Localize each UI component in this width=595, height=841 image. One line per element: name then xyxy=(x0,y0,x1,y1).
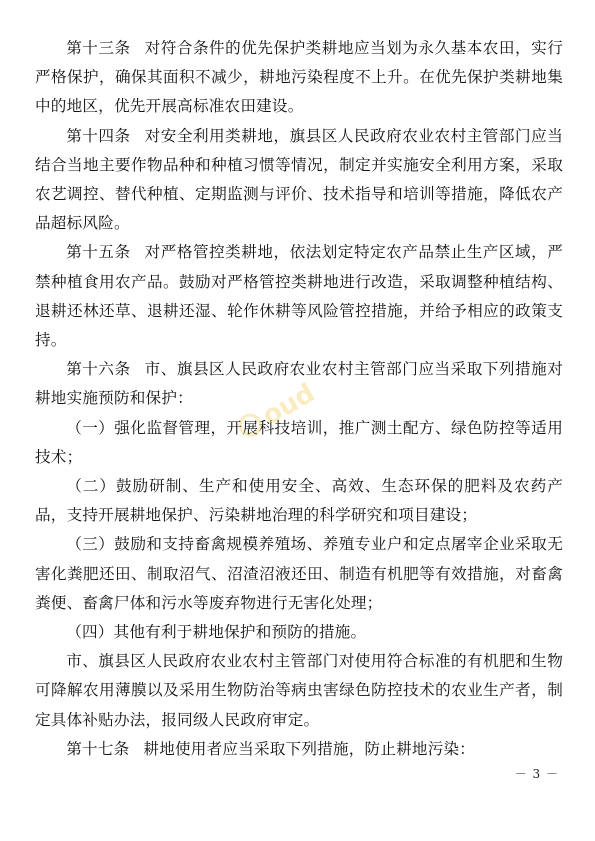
item-3-text: （三）鼓励和支持畜禽规模养殖场、养殖专业户和定点屠宰企业采取无害化粪肥还田、制取沼气、沼渣沼液还田、制造有机肥等有效措施，对畜禽粪便、畜禽尸体和污水等废弃物进行无害化处理； xyxy=(35,535,563,612)
page-number: － 3 － xyxy=(514,767,559,781)
item-4-text: （四）其他有利于耕地保护和预防的措施。 xyxy=(66,623,367,642)
subsidy-paragraph xyxy=(35,647,563,735)
article-14-paragraph xyxy=(35,122,563,239)
article-15-text: 对严格管控类耕地，依法划定特定农产品禁止生产区域，严禁种植食用农产品。鼓励对严格管控类耕地进行改造，采取调整种植结构、退耕还林还草、退耕还湿、轮作休耕等风险管控措施，并给予相应的政策支持。 xyxy=(35,243,563,350)
article-13-text: 对符合条件的优先保护类耕地应当划为永久基本农田，实行严格保护，确保其面积不减少，耕地污染程度不上升。在优先保护类耕地集中的地区，优先开展高标准农田建设。 xyxy=(35,39,563,116)
svg-text:oud: oud xyxy=(257,378,321,432)
article-17-paragraph xyxy=(35,735,563,764)
article-16-item-2 xyxy=(35,472,563,530)
article-17-number: 第十七条 xyxy=(66,739,130,758)
article-17-text: 耕地使用者应当采取下列措施，防止耕地污染： xyxy=(143,739,476,758)
article-13-number: 第十三条 xyxy=(66,39,131,57)
subsidy-text: 市、旗县区人民政府农业农村主管部门对使用符合标准的有机肥和生物可降解农用薄膜以及采用生物防治等病虫害绿色防控技术的农业生产者，制定具体补贴办法，报同级人民政府审定。 xyxy=(35,652,563,729)
article-16-item-3 xyxy=(35,530,563,618)
item-2-text: （二）鼓励研制、生产和使用安全、高效、生态环保的肥料及农药产品，支持开展耕地保护、污染耕地治理的科学研究和项目建设； xyxy=(35,477,563,525)
article-16-item-4 xyxy=(35,618,563,647)
article-14-text: 对安全利用类耕地，旗县区人民政府农业农村主管部门应当结合当地主要作物品种和种植习惯等情况，制定并实施安全利用方案，采取农艺调控、替代种植、定期监测与评价、技术指导和培训等措施，降低农产品超标风险。 xyxy=(35,126,563,233)
article-16-number: 第十六条 xyxy=(66,360,131,379)
article-15-number: 第十五条 xyxy=(66,243,131,262)
article-14-number: 第十四条 xyxy=(66,126,131,145)
article-15-paragraph xyxy=(35,238,563,355)
item-1-text: （一）强化监督管理，开展科技培训，推广测土配方、绿色防控等适用技术； xyxy=(35,418,563,466)
article-13-paragraph xyxy=(35,34,563,122)
article-16-text: 市、旗县区人民政府农业农村主管部门应当采取下列措施对耕地实施预防和保护： xyxy=(35,360,563,408)
